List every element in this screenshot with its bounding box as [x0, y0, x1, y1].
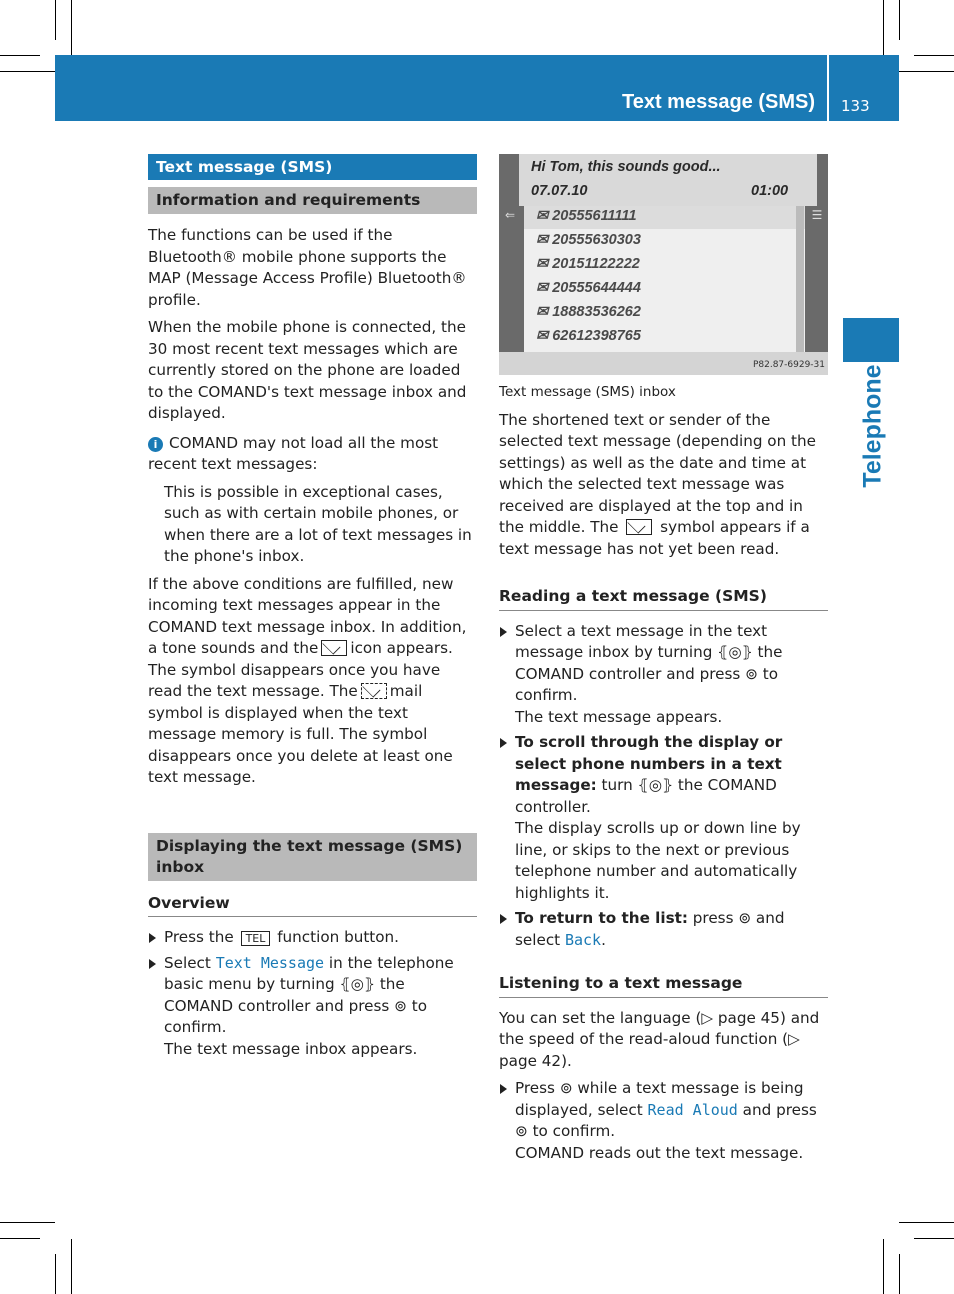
turn-controller-icon: ⦃◎⦄: [637, 776, 674, 794]
crop-mark: [899, 0, 900, 40]
crop-mark: [914, 1238, 954, 1239]
message-date: 07.07.10: [531, 183, 588, 199]
paragraph: The functions can be used if the Bluetooth® mobile phone supports the MAP (Message Access Profile) Bluetooth® profile.: [148, 226, 467, 309]
crop-mark: [0, 1222, 55, 1223]
inbox-item[interactable]: ✉ 18883536262: [536, 304, 641, 320]
crop-mark: [71, 0, 72, 55]
crop-mark: [899, 1222, 954, 1223]
header-title: Text message (SMS): [621, 91, 815, 113]
crop-mark: [883, 0, 884, 55]
reading-heading: Reading a text message (SMS): [499, 586, 828, 611]
message-preview: Hi Tom, this sounds good...: [531, 159, 721, 175]
page-number: 133: [841, 97, 870, 115]
press-controller-icon: ⊚: [738, 909, 752, 927]
page-header: [55, 55, 899, 121]
instruction-step: Press the TEL function button.: [148, 927, 477, 949]
section-title: Text message (SMS): [148, 154, 477, 180]
paragraph: If the above conditions are fulfilled, new incoming text messages appear in the COMAND text message inbox. In addition, a tone sounds and the icon appears. The symbol disappears once you have read the text message. The mail symbol is displayed when the text message memory is full. The symbol disappears once you delete at least one text message.: [148, 574, 467, 786]
message-time: 01:00: [751, 183, 789, 199]
right-column: [499, 382, 828, 1168]
crop-mark: [0, 1238, 40, 1239]
info-note: i COMAND may not load all the most recent text messages:: [148, 433, 439, 473]
instruction-step: Select Text Message in the telephone basic menu by turning ⦃◎⦄ the COMAND controller and press ⊚ to confirm. The text message inbox appears.: [148, 953, 477, 1061]
instruction-step: To scroll through the display or select phone numbers in a text message: turn ⦃◎⦄ the COMAND controller. The display scrolls up or down line by line, or skips to the next or previous telephone number and automatically highlights it.: [499, 732, 828, 904]
crop-mark: [899, 1254, 900, 1294]
crop-mark: [55, 0, 56, 40]
options-icon: ☰: [811, 208, 823, 222]
inbox-item[interactable]: ✉ 20555630303: [536, 232, 641, 248]
subsection-heading: Displaying the text message (SMS) inbox: [148, 833, 477, 881]
crop-mark: [899, 71, 954, 72]
tel-key: TEL: [241, 931, 271, 946]
paragraph: When the mobile phone is connected, the 30 most recent text messages which are currently stored on the phone are loaded to the COMAND's text message inbox and displayed.: [148, 318, 467, 422]
info-note-detail: This is possible in exceptional cases, such as with certain mobile phones, or when there are a lot of text messages in the phone's inbox.: [164, 482, 472, 565]
scrollbar[interactable]: [796, 206, 804, 352]
inbox-item[interactable]: ✉ 62612398765: [536, 328, 641, 344]
envelope-icon: [321, 640, 347, 656]
menu-item-back: Back: [564, 930, 602, 949]
press-controller-icon: ⊚: [394, 996, 407, 1015]
paragraph: The shortened text or sender of the selected text message (depending on the settings) as well as the date and time at which the selected text message was received are displayed at the top and in the middle. The symbol appears if a text message has not yet been read.: [499, 410, 816, 558]
crop-mark: [71, 1239, 72, 1294]
instruction-step: Press ⊚ while a text message is being displayed, select Read Aloud and press ⊚ to confirm. COMAND reads out the text message.: [499, 1078, 828, 1164]
crop-mark: [55, 1254, 56, 1294]
paragraph: You can set the language (▷ page 45) and the speed of the read-aloud function (▷ page 42).: [499, 1008, 820, 1070]
figure-code: P82.87-6929-31: [752, 360, 825, 370]
inbox-item[interactable]: ✉ 20555644444: [536, 280, 641, 296]
left-column: [148, 154, 477, 1064]
figure-caption: Text message (SMS) inbox: [499, 384, 676, 400]
turn-controller-icon: ⦃◎⦄: [339, 975, 375, 993]
crop-mark: [883, 1239, 884, 1294]
info-icon: i: [148, 437, 163, 452]
inbox-item[interactable]: ✉ 20555611111: [536, 208, 637, 224]
crop-mark: [0, 55, 40, 56]
comand-screenshot: [499, 154, 828, 375]
menu-item-read-aloud: Read Aloud: [647, 1100, 738, 1119]
envelope-icon: [626, 519, 652, 535]
back-icon: ⇐: [504, 208, 516, 222]
instruction-step: Select a text message in the text message inbox by turning ⦃◎⦄ the COMAND controller and press ⊚ to confirm. The text message appears.: [499, 621, 828, 729]
instruction-step: To return to the list: press ⊚ and select Back.: [499, 908, 828, 951]
inbox-item[interactable]: ✉ 20151122222: [536, 256, 640, 272]
subsection-heading: Information and requirements: [148, 187, 477, 214]
side-tab-block: [843, 318, 899, 362]
press-controller-icon: ⊚: [745, 664, 758, 683]
overview-heading: Overview: [148, 893, 477, 918]
mail-full-icon: [361, 683, 387, 699]
press-controller-icon: ⊚: [515, 1122, 528, 1140]
inbox-list: [524, 206, 805, 352]
crop-mark: [914, 55, 954, 56]
press-controller-icon: ⊚: [559, 1079, 573, 1097]
header-divider: [827, 55, 829, 121]
side-tab-label: Telephone: [858, 364, 887, 488]
crop-mark: [0, 71, 55, 72]
menu-item-text-message: Text Message: [215, 953, 325, 972]
listening-heading: Listening to a text message: [499, 973, 828, 998]
turn-controller-icon: ⦃◎⦄: [717, 643, 753, 661]
